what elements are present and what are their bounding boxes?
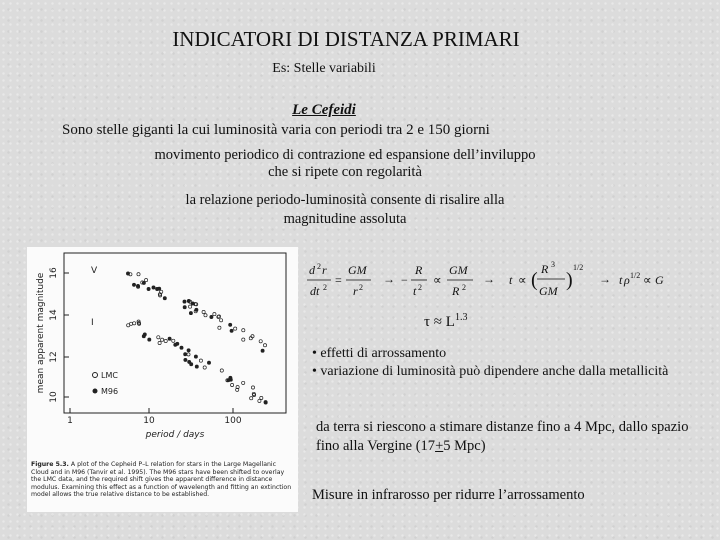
y-tick-marks: [64, 273, 69, 397]
svg-text:2: 2: [359, 283, 363, 292]
m96-point: [180, 346, 183, 349]
lmc-point: [172, 339, 175, 342]
x-tick-marks: [70, 408, 233, 413]
svg-text:ρ: ρ: [624, 273, 630, 287]
svg-text:GM: GM: [539, 284, 558, 298]
legend-marker-m96: [93, 389, 98, 394]
legend-label-lmc: LMC: [101, 371, 118, 380]
y-tick-label-16: 16: [49, 267, 59, 279]
distance-text-start: da terra si riescono a stimare distanze fino a 4 Mpc, dallo spazio fino alla Vergine (17: [316, 419, 689, 454]
svg-text:r: r: [322, 263, 327, 277]
lmc-point: [251, 386, 254, 389]
section-heading: Le Cefeidi: [292, 102, 356, 118]
tau-luminosity-relation: [424, 312, 467, 331]
svg-text:R: R: [541, 262, 549, 276]
motion-description: [130, 147, 560, 181]
svg-text:→: →: [383, 272, 395, 286]
x-axis-label: period / days: [145, 430, 205, 440]
lmc-point: [242, 338, 245, 341]
svg-text:∝: ∝: [433, 273, 442, 287]
motion-line-1: movimento periodico di contrazione ed espansione dell’inviluppo: [154, 147, 536, 163]
svg-text:→: →: [599, 272, 611, 286]
x-tick-label-1: 1: [67, 416, 73, 426]
svg-text:R: R: [415, 263, 423, 277]
panel-letter-i: I: [91, 318, 94, 328]
m96-point: [195, 308, 198, 311]
bullet-item: • effetti di arrossamento: [312, 346, 447, 361]
panel-letter-v: V: [91, 266, 98, 276]
svg-text:=: =: [335, 273, 342, 287]
svg-text:2: 2: [317, 262, 321, 271]
plus-minus-sign: +: [435, 438, 444, 454]
slide-subtitle: Es: Stelle variabili: [272, 61, 376, 76]
svg-text:1/2: 1/2: [630, 271, 641, 280]
y-axis-label: mean apparent magnitude: [36, 272, 46, 394]
svg-text:(: (: [531, 269, 538, 291]
bullet-item: • variazione di luminosità può dipendere anche dalla metallicità: [312, 364, 669, 379]
lmc-point: [202, 310, 205, 313]
motion-line-2: che si ripete con regolarità: [268, 164, 422, 180]
intro-text: Sono stelle giganti la cui luminosità varia con periodi tra 2 e 150 giorni: [62, 122, 490, 138]
m96-point: [187, 299, 190, 302]
m96-point: [183, 300, 186, 303]
svg-text:t: t: [509, 273, 513, 287]
m96-point: [189, 312, 192, 315]
m96-point: [163, 297, 166, 300]
caption-text: A plot of the Cepheid P–L relation for stars in the Large Magellanic Cloud and in M96 (Tanvir et al. 1995). The M96 stars have been shifted to overlay the LMC data, and the required shift gives the apparent difference in distance modulus. Examining this effect as a function of wavelength and fitting an extinction model allows the true relative distance to be established.: [31, 461, 292, 499]
scatter-points: [126, 272, 267, 404]
m96-point: [147, 287, 150, 290]
lmc-point: [242, 381, 245, 384]
lmc-point: [158, 341, 161, 344]
svg-text:dt: dt: [310, 284, 320, 298]
legend-marker-lmc: [93, 373, 98, 378]
lmc-point: [199, 359, 202, 362]
tau-relation-text: τ ≈ L: [424, 314, 455, 330]
lmc-point: [234, 327, 237, 330]
svg-text:d: d: [309, 263, 315, 277]
svg-text:t: t: [413, 284, 417, 298]
m96-point: [230, 329, 233, 332]
m96-point: [195, 365, 198, 368]
m96-point: [194, 355, 197, 358]
m96-point: [184, 353, 187, 356]
m96-point: [227, 379, 230, 382]
lmc-point: [213, 313, 216, 316]
svg-text:∝: ∝: [518, 273, 527, 287]
x-tick-label-10: 10: [143, 416, 155, 426]
m96-point: [184, 358, 187, 361]
relation-line-2: magnitudine assoluta: [283, 211, 407, 227]
m96-point: [126, 272, 129, 275]
lmc-point: [157, 336, 160, 339]
y-tick-label-10: 10: [49, 391, 59, 403]
svg-text:2: 2: [323, 283, 327, 292]
lmc-point: [145, 279, 148, 282]
lmc-point: [258, 399, 261, 402]
lmc-point: [187, 353, 190, 356]
x-tick-label-100: 100: [224, 416, 242, 426]
lmc-point: [130, 322, 133, 325]
relation-description: [130, 191, 560, 229]
lmc-point: [231, 383, 234, 386]
infrared-note: Misure in infrarosso per ridurre l’arrossamento: [312, 487, 585, 503]
svg-text:): ): [566, 269, 573, 291]
m96-point: [261, 349, 264, 352]
lmc-point: [189, 305, 192, 308]
svg-text:r: r: [353, 284, 358, 298]
svg-text:R: R: [452, 284, 460, 298]
svg-text:2: 2: [418, 283, 422, 292]
svg-text:∝: ∝: [643, 273, 652, 287]
svg-text:3: 3: [551, 260, 555, 269]
y-tick-label-14: 14: [49, 309, 59, 321]
m96-point: [152, 286, 155, 289]
legend-label-m96: M96: [101, 387, 119, 396]
lmc-point: [220, 369, 223, 372]
lmc-point: [133, 322, 136, 325]
lmc-point: [164, 339, 167, 342]
svg-text:GM: GM: [449, 263, 468, 277]
m96-point: [229, 323, 232, 326]
m96-point: [132, 283, 135, 286]
distance-range-text: [316, 418, 696, 456]
m96-point: [187, 349, 190, 352]
m96-point: [188, 360, 191, 363]
y-tick-label-12: 12: [49, 351, 59, 363]
m96-point: [207, 361, 210, 364]
lmc-point: [263, 344, 266, 347]
lmc-point: [242, 329, 245, 332]
tau-exponent: 1.3: [454, 312, 468, 323]
svg-text:t: t: [619, 273, 623, 287]
slide-title: INDICATORI DI DISTANZA PRIMARI: [172, 27, 520, 51]
lmc-point: [250, 397, 253, 400]
m96-point: [174, 343, 177, 346]
lmc-point: [203, 366, 206, 369]
figure-caption: [31, 461, 293, 499]
svg-text:2: 2: [462, 283, 466, 292]
lmc-point: [161, 338, 164, 341]
distance-text-end: 5 Mpc): [443, 438, 486, 454]
legend: [93, 371, 119, 396]
svg-text:→: →: [483, 272, 495, 286]
lmc-point: [259, 340, 262, 343]
pl-relation-figure: [27, 247, 298, 512]
derivation-formula: [303, 256, 668, 302]
lmc-point: [220, 319, 223, 322]
lmc-point: [218, 326, 221, 329]
svg-text:GM: GM: [348, 263, 367, 277]
m96-point: [158, 287, 161, 290]
m96-point: [143, 333, 146, 336]
relation-line-1: la relazione periodo-luminosità consente di risalire alla: [185, 192, 505, 208]
svg-text:−: −: [401, 273, 408, 287]
lmc-point: [137, 273, 140, 276]
svg-text:G: G: [655, 273, 664, 287]
bullet-list: [312, 345, 692, 381]
m96-point: [183, 306, 186, 309]
m96-point: [168, 337, 171, 340]
m96-point: [210, 315, 213, 318]
m96-point: [148, 338, 151, 341]
svg-text:1/2: 1/2: [573, 263, 584, 272]
caption-label: Figure 5.3.: [31, 461, 69, 468]
lmc-point: [204, 314, 207, 317]
